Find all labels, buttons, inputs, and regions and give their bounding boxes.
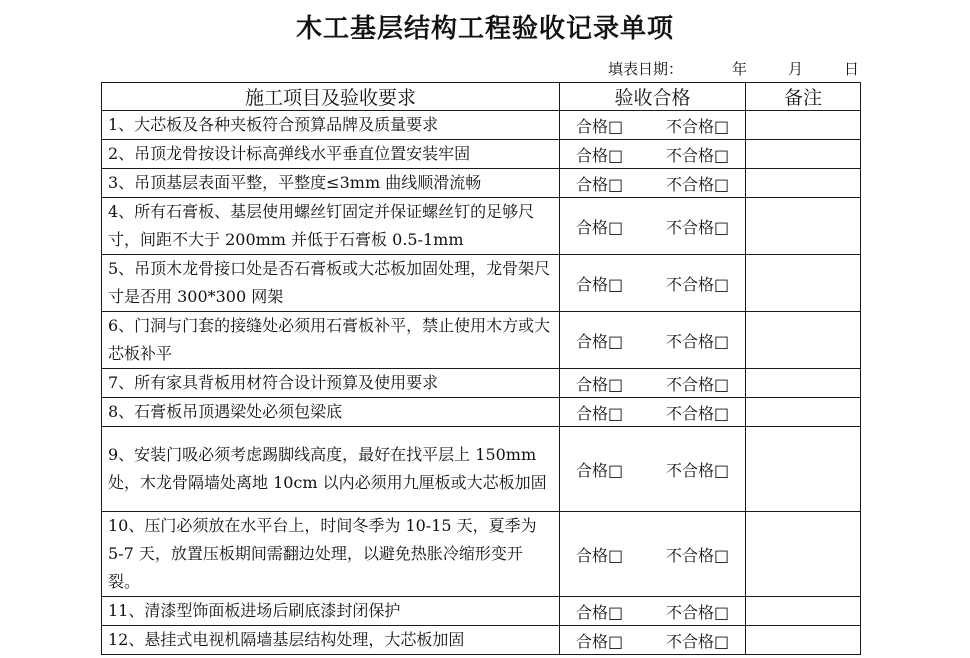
table-row	[102, 169, 861, 198]
result-cell	[560, 398, 746, 427]
item-text: 6、门洞与门套的接缝处必须用石膏板补平，禁止使用木方或大芯板补平	[102, 312, 560, 369]
note-cell[interactable]	[746, 427, 861, 512]
fail-checkbox[interactable]: 不合格□	[666, 545, 730, 565]
table-row	[102, 626, 861, 655]
result-cell	[560, 312, 746, 369]
result-cell	[560, 255, 746, 312]
pass-checkbox[interactable]: 合格□	[576, 545, 624, 565]
item-text: 1、大芯板及各种夹板符合预算品牌及质量要求	[102, 111, 560, 140]
fail-checkbox[interactable]: 不合格□	[666, 460, 730, 480]
item-text: 8、石膏板吊顶遇梁处必须包梁底	[102, 398, 560, 427]
item-text: 10、压门必须放在水平台上，时间冬季为 10-15 天，夏季为 5-7 天，放置压板期间需翻边处理，以避免热胀冷缩形变开裂。	[102, 512, 560, 597]
table-row	[102, 198, 861, 255]
table-row	[102, 111, 861, 140]
item-text: 2、吊顶龙骨按设计标高弹线水平垂直位置安装牢固	[102, 140, 560, 169]
item-text: 3、吊顶基层表面平整，平整度≤3mm 曲线顺滑流畅	[102, 169, 560, 198]
fail-checkbox[interactable]: 不合格□	[666, 602, 730, 622]
table-row	[102, 255, 861, 312]
table-row	[102, 369, 861, 398]
pass-checkbox[interactable]: 合格□	[576, 460, 624, 480]
fail-checkbox[interactable]: 不合格□	[666, 217, 730, 237]
item-text: 4、所有石膏板、基层使用螺丝钉固定并保证螺丝钉的足够尺寸，间距不大于 200mm 并低于石膏板 0.5-1mm	[102, 198, 560, 255]
table-row	[102, 427, 861, 512]
fail-checkbox[interactable]: 不合格□	[666, 374, 730, 394]
note-cell[interactable]	[746, 169, 861, 198]
pass-checkbox[interactable]: 合格□	[576, 217, 624, 237]
result-cell	[560, 169, 746, 198]
item-text: 7、所有家具背板用材符合设计预算及使用要求	[102, 369, 560, 398]
note-cell[interactable]	[746, 111, 861, 140]
table-row	[102, 312, 861, 369]
pass-checkbox[interactable]: 合格□	[576, 145, 624, 165]
form-title: 木工基层结构工程验收记录单项	[295, 14, 674, 44]
fill-date-month: 月	[788, 60, 804, 78]
fail-checkbox[interactable]: 不合格□	[666, 403, 730, 423]
item-text: 12、悬挂式电视机隔墙基层结构处理，大芯板加固	[102, 626, 560, 655]
pass-checkbox[interactable]: 合格□	[576, 331, 624, 351]
result-cell	[560, 427, 746, 512]
pass-checkbox[interactable]: 合格□	[576, 631, 624, 651]
pass-checkbox[interactable]: 合格□	[576, 602, 624, 622]
pass-checkbox[interactable]: 合格□	[576, 116, 624, 136]
fill-date-label: 填表日期：	[608, 60, 684, 78]
table-header-row	[102, 83, 861, 111]
note-cell[interactable]	[746, 312, 861, 369]
table-row	[102, 140, 861, 169]
fill-date-line	[608, 58, 868, 78]
result-cell	[560, 140, 746, 169]
note-cell[interactable]	[746, 140, 861, 169]
result-cell	[560, 111, 746, 140]
fill-date-year: 年	[732, 60, 748, 78]
header-note: 备注	[746, 83, 861, 111]
result-cell	[560, 198, 746, 255]
fill-date-day: 日	[844, 60, 860, 78]
result-cell	[560, 597, 746, 626]
fail-checkbox[interactable]: 不合格□	[666, 145, 730, 165]
pass-checkbox[interactable]: 合格□	[576, 274, 624, 294]
header-result: 验收合格	[560, 83, 746, 111]
item-text: 9、安装门吸必须考虑踢脚线高度，最好在找平层上 150mm 处，木龙骨隔墙处离地 10cm 以内必须用九厘板或大芯板加固	[102, 427, 560, 512]
note-cell[interactable]	[746, 198, 861, 255]
note-cell[interactable]	[746, 255, 861, 312]
pass-checkbox[interactable]: 合格□	[576, 174, 624, 194]
fail-checkbox[interactable]: 不合格□	[666, 631, 730, 651]
note-cell[interactable]	[746, 398, 861, 427]
fail-checkbox[interactable]: 不合格□	[666, 331, 730, 351]
item-text: 11、清漆型饰面板进场后刷底漆封闭保护	[102, 597, 560, 626]
note-cell[interactable]	[746, 512, 861, 597]
fail-checkbox[interactable]: 不合格□	[666, 116, 730, 136]
note-cell[interactable]	[746, 369, 861, 398]
note-cell[interactable]	[746, 626, 861, 655]
table-row	[102, 398, 861, 427]
pass-checkbox[interactable]: 合格□	[576, 403, 624, 423]
result-cell	[560, 369, 746, 398]
table-row	[102, 512, 861, 597]
result-cell	[560, 512, 746, 597]
fail-checkbox[interactable]: 不合格□	[666, 274, 730, 294]
acceptance-record-table	[101, 82, 861, 655]
item-text: 5、吊顶木龙骨接口处是否石膏板或大芯板加固处理，龙骨架尺寸是否用 300*300 网架	[102, 255, 560, 312]
header-item: 施工项目及验收要求	[102, 83, 560, 111]
fail-checkbox[interactable]: 不合格□	[666, 174, 730, 194]
pass-checkbox[interactable]: 合格□	[576, 374, 624, 394]
table-row	[102, 597, 861, 626]
result-cell	[560, 626, 746, 655]
note-cell[interactable]	[746, 597, 861, 626]
